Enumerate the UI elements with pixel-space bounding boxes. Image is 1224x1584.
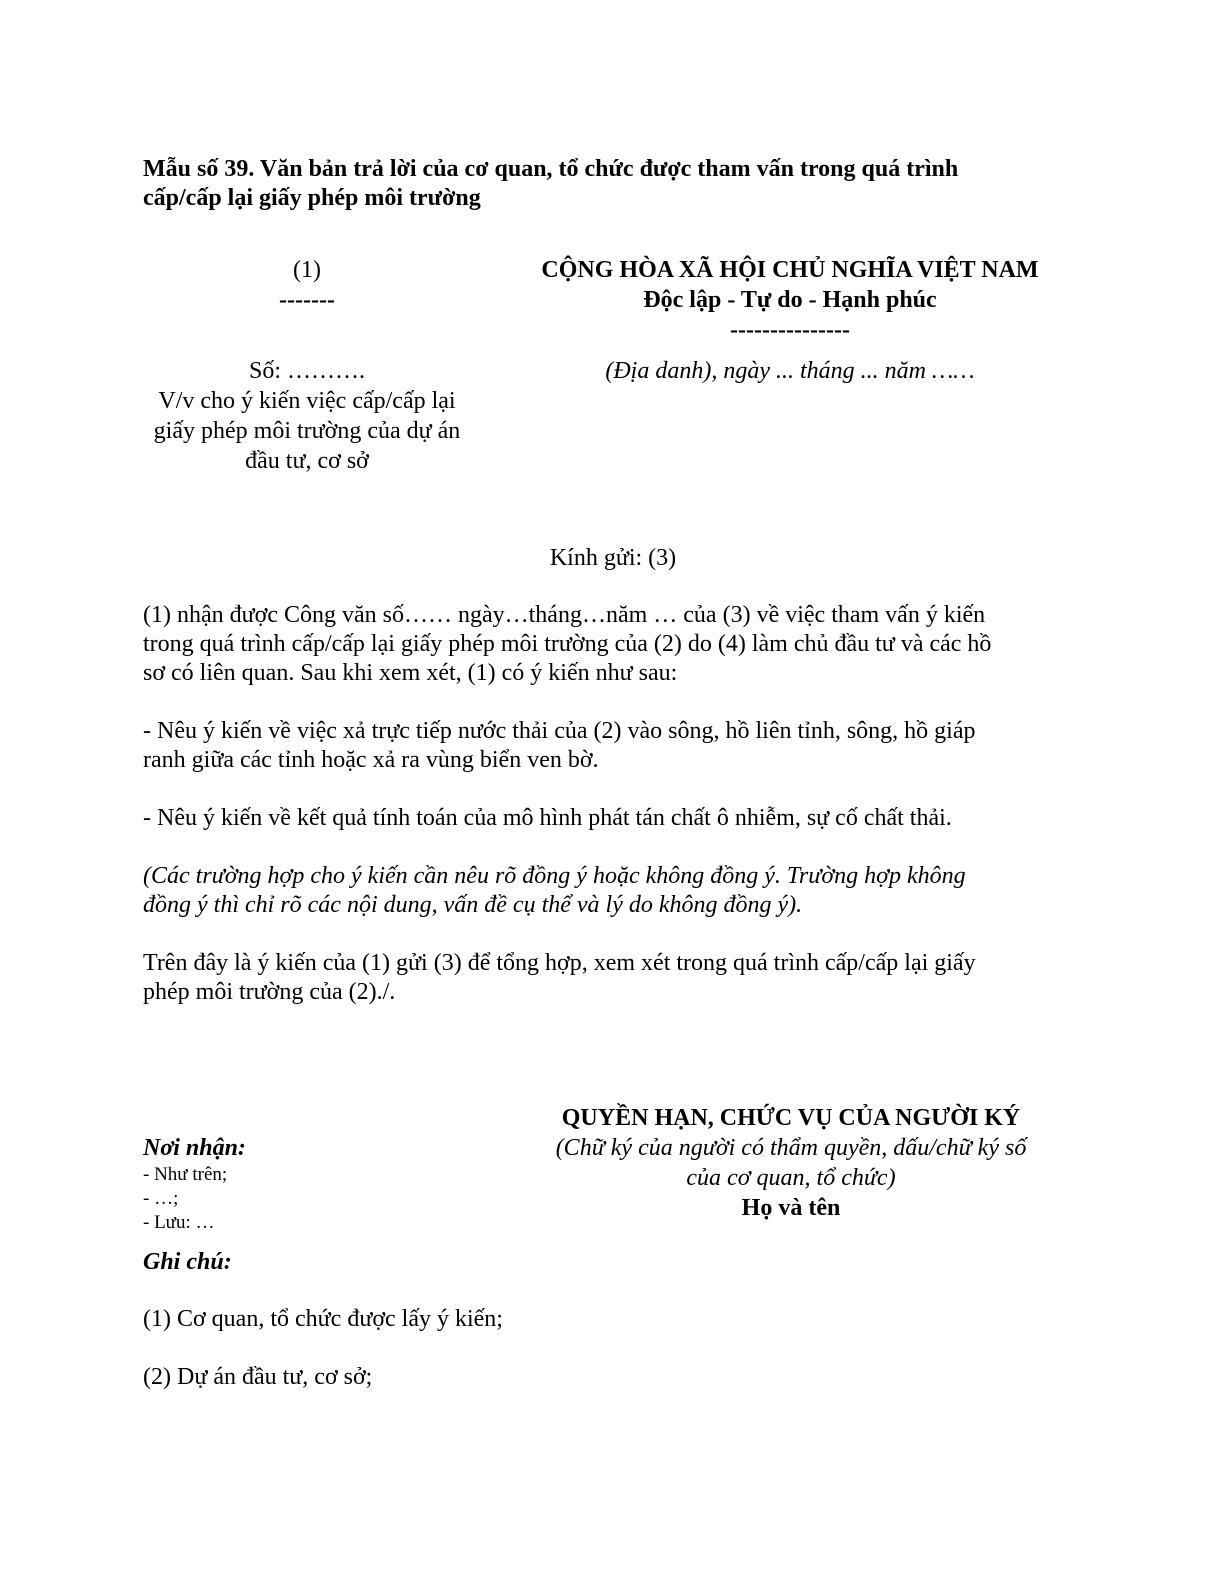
subject-line: V/v cho ý kiến việc cấp/cấp lại xyxy=(158,388,456,414)
form-title: Mẫu số 39. Văn bản trả lời của cơ quan, tổ chức được tham vấn trong quá trình cấp/cấp lại giấy phép môi trường xyxy=(143,156,959,211)
note-item: (2) Dự án đầu tư, cơ sở; xyxy=(143,1364,373,1390)
body-paragraph: (1) nhận được Công văn số…… ngày…tháng…năm … của (3) về việc tham vấn ý kiến trong quá trình cấp/cấp lại giấy phép môi trường của (2) do (4) làm chủ đầu tư và các hồ sơ có liên quan. Sau khi xem xét, (1) có ý kiến như sau: xyxy=(143,602,992,686)
place-date-line: (Địa danh), ngày ... tháng ... năm …… xyxy=(605,358,975,384)
recipients-block xyxy=(143,1133,483,1235)
recipient-item: - …; xyxy=(143,1188,179,1209)
body-paragraph: - Nêu ý kiến về kết quả tính toán của mô hình phát tán chất ô nhiễm, sự cố chất thải. xyxy=(143,805,952,831)
motto-separator: --------------- xyxy=(730,317,850,343)
recipient-line: Kính gửi: (3) xyxy=(549,545,677,571)
motto: Độc lập - Tự do - Hạnh phúc xyxy=(643,287,937,313)
note-item: (1) Cơ quan, tổ chức được lấy ý kiến; xyxy=(143,1306,503,1332)
closing-paragraph: Trên đây là ý kiến của (1) gửi (3) để tổng hợp, xem xét trong quá trình cấp/cấp lại giấy phép môi trường của (2)./. xyxy=(143,950,976,1005)
instruction-note: (Các trường hợp cho ý kiến cần nêu rõ đồng ý hoặc không đồng ý. Trường hợp không đồng ý thì chỉ rõ các nội dung, vấn đề cụ thể và lý do không đồng ý). xyxy=(143,863,966,918)
signature-note: (Chữ ký của người có thẩm quyền, dấu/chữ ký số xyxy=(555,1135,1027,1161)
recipients-heading: Nơi nhận: xyxy=(143,1135,246,1161)
signer-title: QUYỀN HẠN, CHỨC VỤ CỦA NGƯỜI KÝ xyxy=(561,1105,1021,1131)
document-number: Số: ………. xyxy=(248,358,365,384)
signature-note: của cơ quan, tổ chức) xyxy=(686,1165,896,1191)
national-header xyxy=(480,255,1100,345)
agency-separator: ------- xyxy=(279,287,335,313)
notes-heading: Ghi chú: xyxy=(143,1249,232,1275)
agency-placeholder: (1) xyxy=(293,257,321,283)
body-paragraph: - Nêu ý kiến về việc xả trực tiếp nước thải của (2) vào sông, hồ liên tỉnh, sông, hồ giáp ranh giữa các tỉnh hoặc xả ra vùng biển ven bờ. xyxy=(143,718,976,773)
recipient-item: - Lưu: … xyxy=(143,1212,215,1233)
signer-name: Họ và tên xyxy=(741,1195,841,1221)
subject-line: đầu tư, cơ sở xyxy=(245,448,369,474)
recipient-item: - Như trên; xyxy=(143,1164,228,1185)
issuing-agency-header xyxy=(143,255,471,315)
subject-line: giấy phép môi trường của dự án xyxy=(153,418,461,444)
signature-block xyxy=(500,1103,1082,1223)
document-number-block xyxy=(143,356,471,476)
country-name: CỘNG HÒA XÃ HỘI CHỦ NGHĨA VIỆT NAM xyxy=(541,257,1039,283)
